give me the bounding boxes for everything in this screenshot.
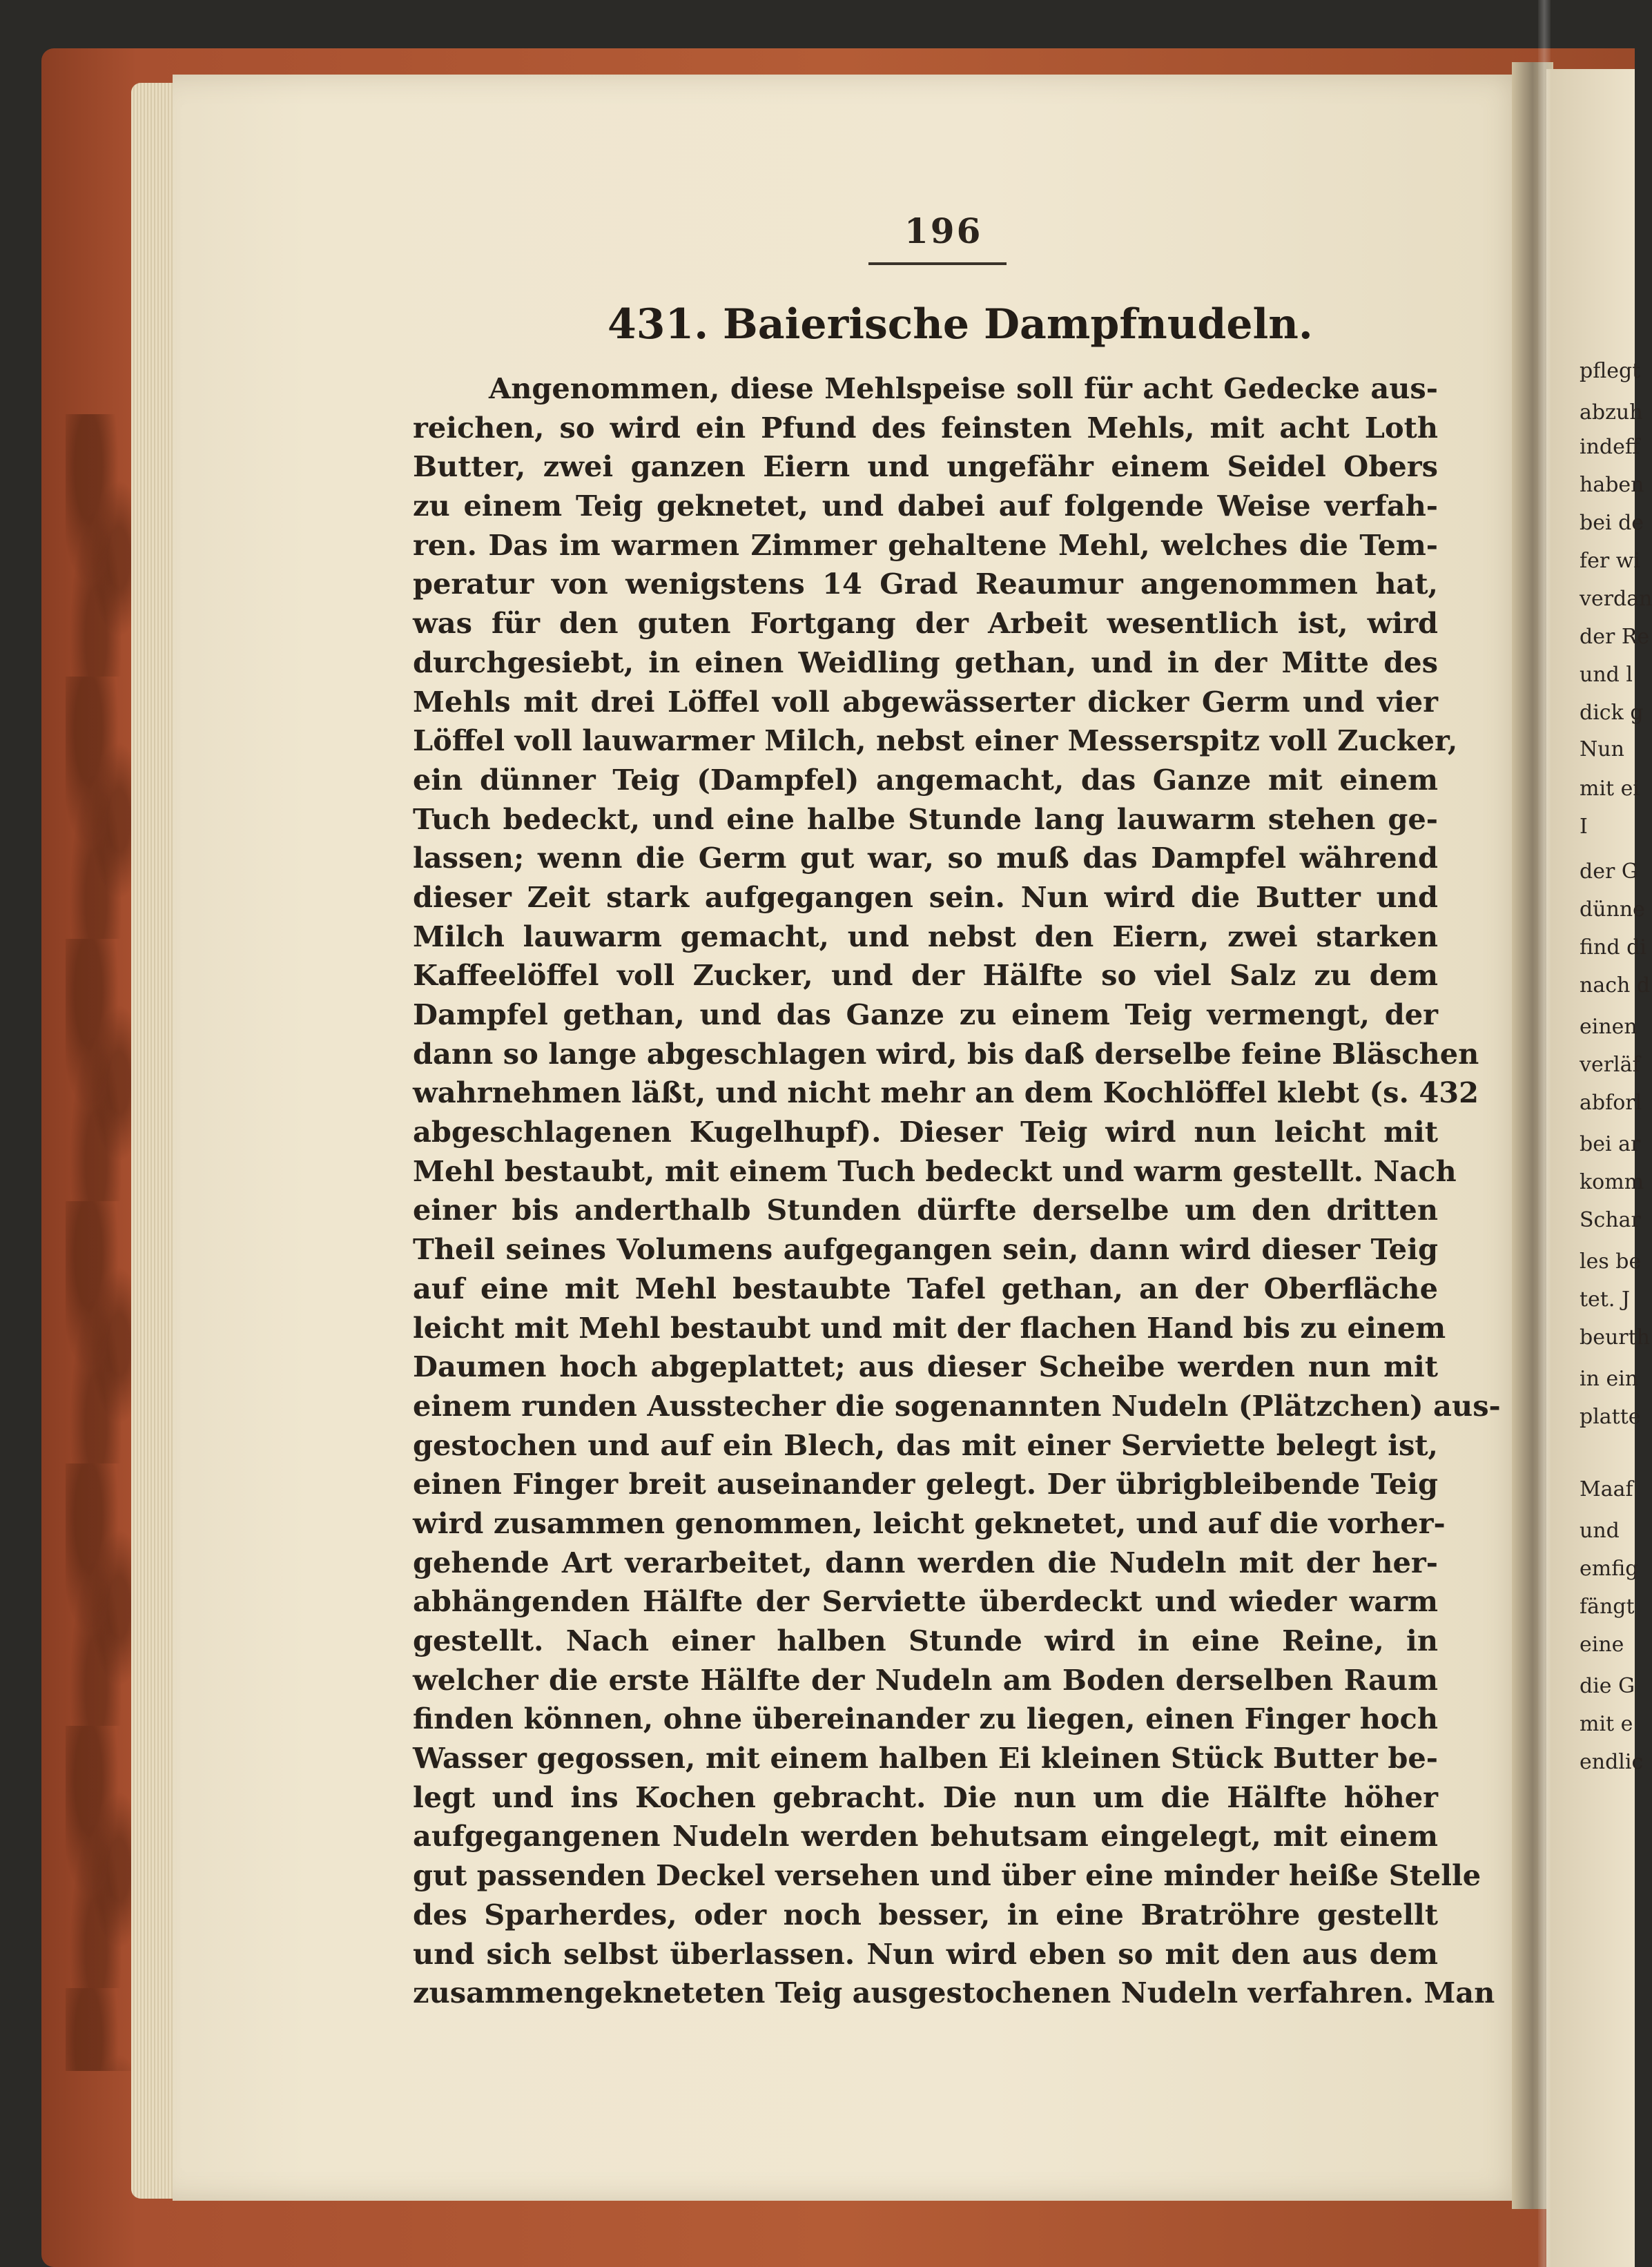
facing-page-fragment: einen bbox=[1580, 1015, 1638, 1039]
text-line: Tuch bedeckt, und eine halbe Stunde lang lauwarm stehen ge- bbox=[413, 801, 1438, 836]
facing-page-fragment: dünne bbox=[1580, 897, 1645, 922]
text-line: leicht mit Mehl bestaubt und mit der flachen Hand bis zu einem bbox=[413, 1310, 1446, 1345]
text-line: Daumen hoch abgeplattet; aus dieser Scheibe werden nun mit bbox=[413, 1350, 1438, 1384]
text-line: auf eine mit Mehl bestaubte Tafel gethan, an der Oberfläche bbox=[413, 1271, 1438, 1305]
text-line: abhängenden Hälfte der Serviette überdeckt und wieder warm bbox=[413, 1584, 1438, 1619]
facing-page-fragment: mit ei bbox=[1580, 777, 1640, 801]
text-line: Dampfel gethan, und das Ganze zu einem Teig vermengt, der bbox=[413, 998, 1438, 1031]
text-line: Butter, zwei ganzen Eiern und ungefähr einem Seidel Obers bbox=[413, 449, 1438, 484]
text-line: wahrnehmen läßt, und nicht mehr an dem Kochlöffel klebt (s. 432 bbox=[413, 1076, 1479, 1110]
facing-page-fragment: bei de bbox=[1580, 511, 1644, 535]
facing-page-fragment: fer wi bbox=[1580, 549, 1641, 573]
text-line: zu einem Teig geknetet, und dabei auf folgende Weise verfah- bbox=[413, 489, 1438, 523]
text-line: lassen; wenn die Germ gut war, so muß das Dampfel während bbox=[413, 841, 1438, 875]
facing-page-fragment: und l bbox=[1580, 663, 1633, 687]
recipe-body bbox=[413, 369, 1501, 2013]
text-line: abgeschlagenen Kugelhupf). Dieser Teig wird nun leicht mit bbox=[413, 1115, 1438, 1149]
text-line: gestochen und auf ein Blech, das mit einer Serviette belegt ist, bbox=[413, 1428, 1438, 1462]
text-line: des Sparherdes, oder noch besser, in eine Bratröhre gestellt bbox=[413, 1897, 1438, 1932]
facing-page-fragment: bei ar bbox=[1580, 1132, 1641, 1156]
facing-page-fragment: eine bbox=[1580, 1633, 1624, 1657]
facing-page-fragment: Nun bbox=[1580, 737, 1624, 761]
text-line: ein dünner Teig (Dampfel) angemacht, das Ganze mit einem bbox=[413, 762, 1438, 797]
facing-page-fragment: abforl bbox=[1580, 1091, 1642, 1115]
facing-page-fragment: abzuh bbox=[1580, 400, 1643, 425]
facing-page-fragment: Schar bbox=[1580, 1208, 1641, 1232]
facing-page-fragment: verläf bbox=[1580, 1053, 1640, 1077]
header-rule bbox=[868, 262, 1007, 265]
facing-page-fragment: die G bbox=[1580, 1674, 1635, 1698]
reflection-band bbox=[1538, 0, 1551, 2267]
facing-page-fragment: platte bbox=[1580, 1405, 1641, 1429]
text-line: Mehls mit drei Löffel voll abgewässerter dicker Germ und vier bbox=[413, 684, 1438, 719]
facing-page-fragment: nach d bbox=[1580, 973, 1651, 998]
text-line: durchgesiebt, in einen Weidling gethan, und in der Mitte des bbox=[413, 645, 1438, 679]
text-line: finden können, ohne übereinander zu liegen, einen Finger hoch bbox=[413, 1702, 1438, 1736]
facing-page-fragment: und bbox=[1580, 1519, 1620, 1543]
text-line: ren. Das im warmen Zimmer gehaltene Mehl, welches die Tem- bbox=[413, 527, 1438, 562]
facing-page-fragment: haben bbox=[1580, 473, 1644, 497]
text-line: legt und ins Kochen gebracht. Die nun um die Hälfte höher bbox=[413, 1780, 1438, 1814]
text-line: wird zusammen genommen, leicht geknetet, und auf die vorher- bbox=[413, 1506, 1446, 1540]
facing-page-fragment: tet. J bbox=[1580, 1287, 1630, 1312]
facing-page-fragment: komm bbox=[1580, 1170, 1644, 1194]
text-line: Theil seines Volumens aufgegangen sein, dann wird dieser Teig bbox=[413, 1232, 1438, 1267]
text-line: Löffel voll lauwarmer Milch, nebst einer Messerspitz voll Zucker, bbox=[413, 723, 1458, 758]
facing-page-fragment: indeff bbox=[1580, 435, 1640, 459]
text-line: einem runden Ausstecher die sogenannten Nudeln (Plätzchen) aus- bbox=[413, 1388, 1501, 1423]
facing-page-fragment: mit e bbox=[1580, 1712, 1633, 1736]
facing-page-fragment: dick g bbox=[1580, 701, 1644, 725]
text-line: was für den guten Fortgang der Arbeit wesentlich ist, wird bbox=[413, 606, 1438, 641]
text-line: einen Finger breit auseinander gelegt. Der übrigbleibende Teig bbox=[413, 1467, 1438, 1501]
facing-page-fragment: der Re bbox=[1580, 625, 1650, 649]
facing-page-fragment: der G bbox=[1580, 859, 1638, 884]
text-line: Mehl bestaubt, mit einem Tuch bedeckt und warm gestellt. Nach bbox=[413, 1154, 1457, 1188]
facing-page bbox=[1546, 69, 1652, 2267]
facing-page-fragment: Maaf bbox=[1580, 1477, 1633, 1501]
text-line: Angenommen, diese Mehlspeise soll für acht Gedecke aus- bbox=[489, 371, 1438, 405]
text-line: gut passenden Deckel versehen und über eine minder heiße Stelle bbox=[413, 1858, 1481, 1893]
facing-page-fragment: in ein bbox=[1580, 1367, 1639, 1391]
facing-page-fragment: fängt bbox=[1580, 1595, 1635, 1619]
text-line: dieser Zeit stark aufgegangen sein. Nun wird die Butter und bbox=[413, 879, 1438, 914]
text-line: und sich selbst überlassen. Nun wird eben so mit den aus dem bbox=[413, 1936, 1438, 1971]
text-line: Wasser gegossen, mit einem halben Ei kleinen Stück Butter be- bbox=[413, 1741, 1438, 1775]
text-line: gehende Art verarbeitet, dann werden die Nudeln mit der her- bbox=[413, 1545, 1438, 1579]
text-line: zusammengekneteten Teig ausgestochenen Nudeln verfahren. Man bbox=[413, 1976, 1495, 2010]
text-line: dann so lange abgeschlagen wird, bis daß derselbe feine Bläschen bbox=[413, 1036, 1479, 1071]
text-line: einer bis anderthalb Stunden dürfte derselbe um den dritten bbox=[413, 1193, 1438, 1227]
page-number: 196 bbox=[904, 211, 983, 251]
cover-marbling bbox=[66, 414, 142, 2071]
facing-page-fragment: beurth bbox=[1580, 1325, 1650, 1350]
text-line: gestellt. Nach einer halben Stunde wird in eine Reine, in bbox=[413, 1624, 1438, 1657]
text-line: peratur von wenigstens 14 Grad Reaumur angenommen hat, bbox=[413, 567, 1438, 601]
facing-page-fragment: I bbox=[1580, 815, 1588, 839]
text-line: Milch lauwarm gemacht, und nebst den Eiern, zwei starken bbox=[413, 919, 1438, 953]
recipe-heading: 431. Baierische Dampfnudeln. bbox=[608, 300, 1313, 349]
facing-page-fragment: find di bbox=[1580, 935, 1646, 960]
text-line: reichen, so wird ein Pfund des feinsten Mehls, mit acht Loth bbox=[413, 410, 1438, 445]
facing-page-fragment: les be bbox=[1580, 1249, 1642, 1274]
text-line: aufgegangenen Nudeln werden behutsam eingelegt, mit einem bbox=[413, 1819, 1438, 1854]
facing-page-fragment: emfig bbox=[1580, 1557, 1639, 1581]
facing-page-fragment: pflegt bbox=[1580, 359, 1641, 383]
text-line: welcher die erste Hälfte der Nudeln am Boden derselben Raum bbox=[413, 1662, 1438, 1697]
facing-page-fragment: endlic bbox=[1580, 1750, 1644, 1774]
facing-page-fragment: verdan bbox=[1580, 587, 1652, 611]
text-line: Kaffeelöffel voll Zucker, und der Hälfte so viel Salz zu dem bbox=[413, 958, 1438, 993]
